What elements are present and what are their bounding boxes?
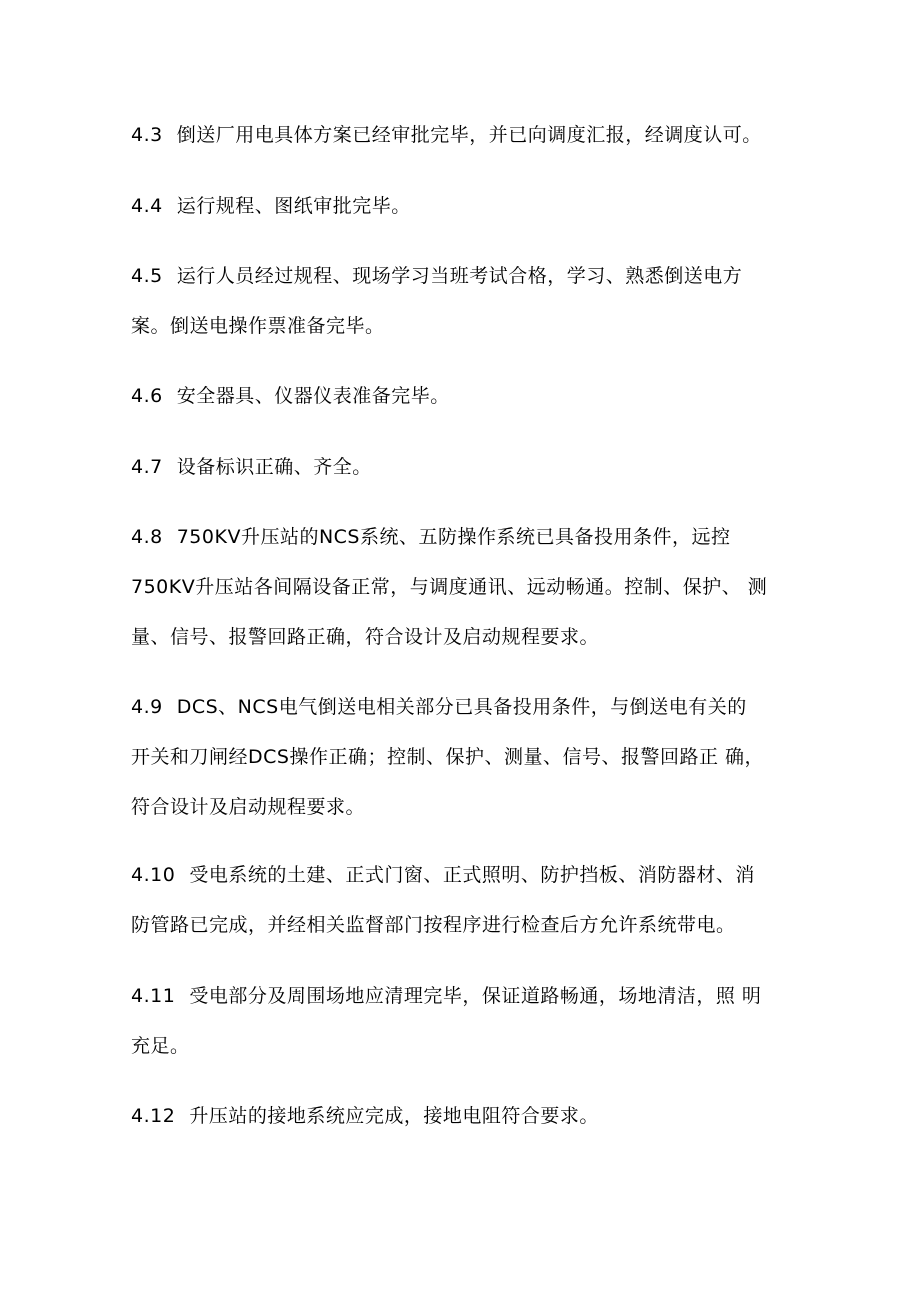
item-4-9-line-1 (131, 694, 811, 720)
item-text: 防管路已完成，并经相关监督部门按程序进行检查后方允许系统带电。 (131, 914, 736, 936)
item-text: 开关和刀闸经DCS操作正确；控制、保护、测量、信号、报警回路正 确， (131, 746, 764, 768)
item-4-12-line-1 (131, 1103, 811, 1129)
item-text: 设备标识正确、齐全。 (176, 456, 372, 478)
item-text: 升压站的接地系统应完成，接地电阻符合要求。 (189, 1105, 599, 1127)
item-4-7-line-1 (131, 454, 811, 480)
item-4-6-line-1 (131, 383, 811, 409)
item-text: 受电部分及周围场地应清理完毕，保证道路畅通，场地清洁，照 明 (189, 985, 762, 1007)
item-number: 4.7 (131, 456, 163, 478)
item-4-5-line-2 (131, 313, 811, 339)
item-number: 4.5 (131, 265, 163, 287)
item-number: 4.6 (131, 385, 163, 407)
item-4-5-line-1 (131, 263, 811, 289)
item-text: 案。倒送电操作票准备完毕。 (131, 315, 385, 337)
item-4-9-line-3 (131, 794, 811, 820)
item-4-8-line-3 (131, 624, 811, 650)
item-text: 运行规程、图纸审批完毕。 (176, 195, 411, 217)
item-number: 4.3 (131, 124, 163, 146)
item-number: 4.4 (131, 195, 163, 217)
item-text: 运行人员经过规程、现场学习当班考试合格，学习、熟悉倒送电方 (176, 265, 743, 287)
item-4-10-line-1 (131, 862, 811, 888)
item-number: 4.8 (131, 526, 163, 548)
item-number: 4.12 (131, 1105, 176, 1127)
item-text: 倒送厂用电具体方案已经审批完毕，并已向调度汇报，经调度认可。 (176, 124, 762, 146)
item-4-3-line-1 (131, 122, 811, 148)
item-text: 量、信号、报警回路正确，符合设计及启动规程要求。 (131, 626, 600, 648)
item-4-4-line-1 (131, 193, 811, 219)
item-text: 750KV升压站的NCS系统、五防操作系统已具备投用条件，远控 (176, 526, 731, 548)
item-text: 750KV升压站各间隔设备正常，与调度通讯、远动畅通。控制、保护、 测 (131, 576, 768, 598)
item-text: 受电系统的土建、正式门窗、正式照明、防护挡板、消防器材、消 (189, 864, 755, 886)
item-text: 充足。 (131, 1035, 190, 1057)
item-number: 4.10 (131, 864, 176, 886)
item-4-9-line-2 (131, 744, 811, 770)
item-4-10-line-2 (131, 912, 811, 938)
item-text: DCS、NCS电气倒送电相关部分已具备投用条件，与倒送电有关的 (176, 696, 747, 718)
item-4-11-line-2 (131, 1033, 811, 1059)
item-4-11-line-1 (131, 983, 811, 1009)
item-4-8-line-2 (131, 574, 811, 600)
item-text: 安全器具、仪器仪表准备完毕。 (176, 385, 450, 407)
item-number: 4.11 (131, 985, 176, 1007)
item-4-8-line-1 (131, 524, 811, 550)
item-text: 符合设计及启动规程要求。 (131, 796, 366, 818)
item-number: 4.9 (131, 696, 163, 718)
